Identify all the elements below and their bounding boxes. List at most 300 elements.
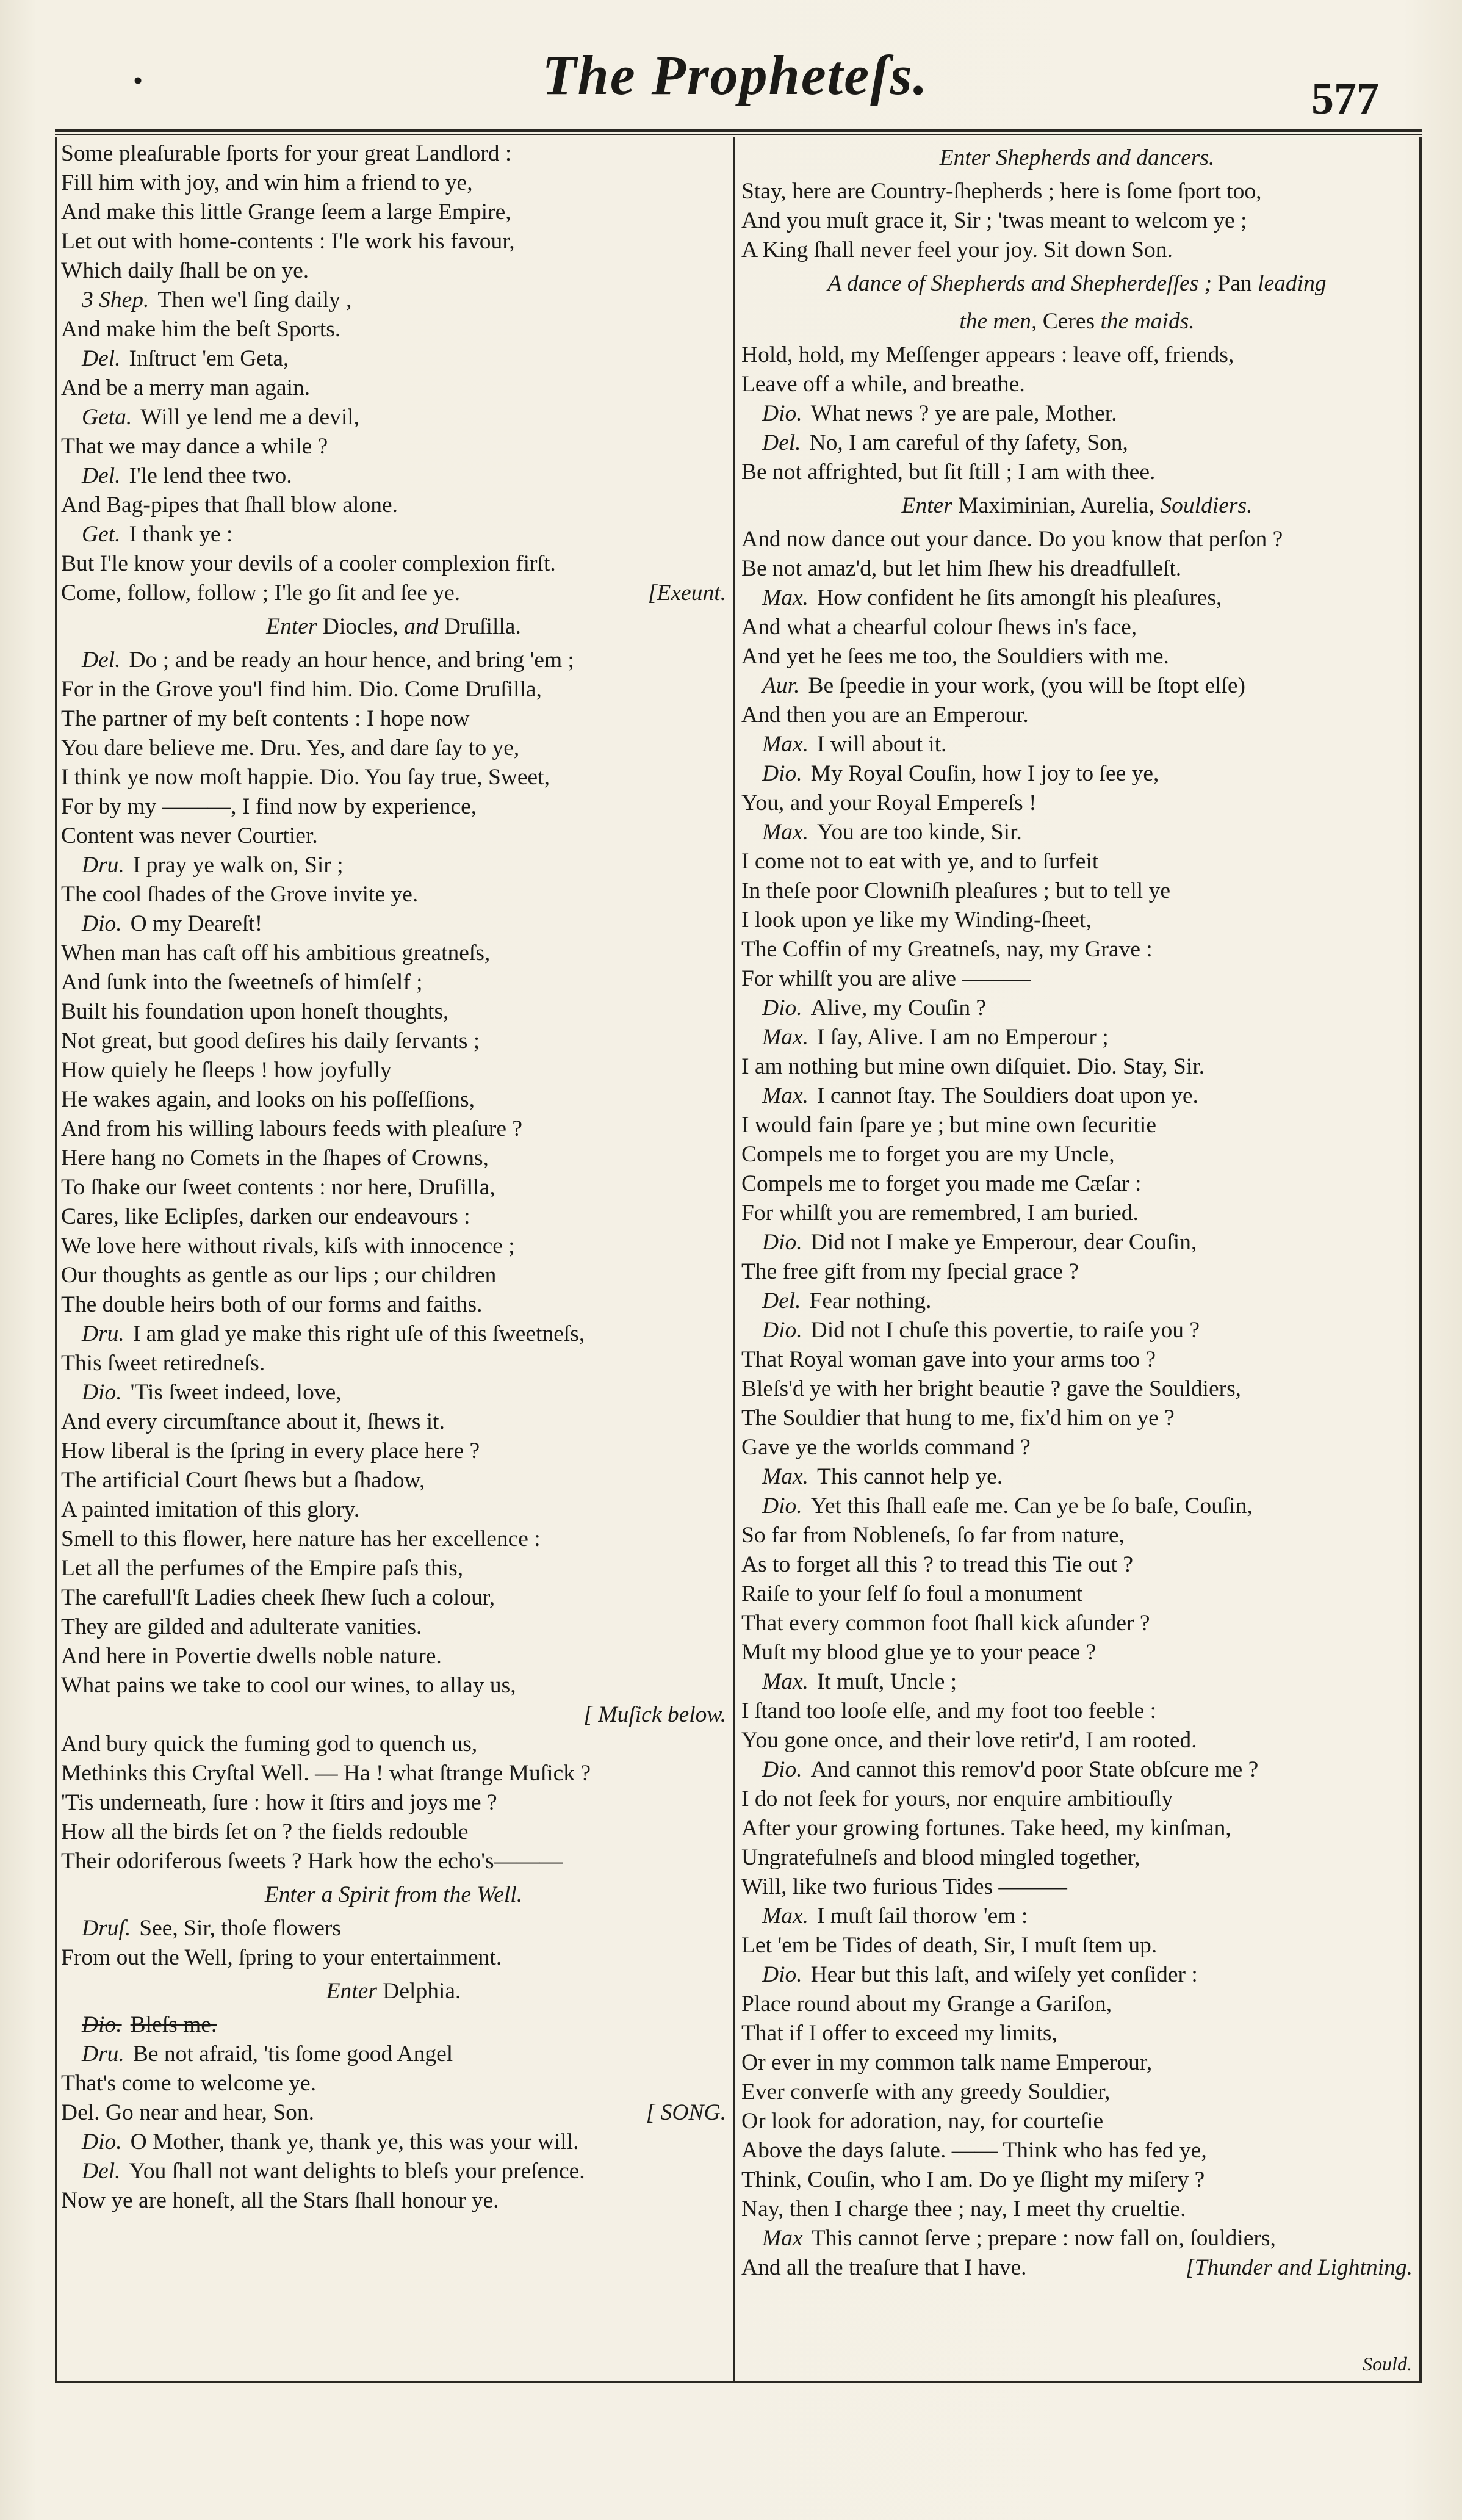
line-text: I cannot ſtay. The Souldiers doat upon ye.: [817, 1083, 1198, 1108]
line-text: And make this little Grange ſeem a large Empire,: [61, 200, 511, 225]
line-text: From out the Well, ſpring to your entertainment.: [61, 1945, 502, 1970]
speech-line: [61, 1320, 726, 1349]
direction-text: Enter: [901, 493, 959, 518]
verse-line: [741, 2078, 1413, 2107]
line-text: Be not afraid, 'tis ſome good Angel: [132, 2042, 453, 2067]
line-text: I muſt ſail thorow 'em :: [817, 1904, 1028, 1929]
speaker-name: Dio.: [762, 1318, 802, 1343]
direction-text: and: [398, 614, 444, 639]
speaker-name: Max.: [762, 1464, 809, 1489]
speech-line: [61, 909, 726, 939]
verse-line: [741, 1404, 1413, 1433]
direction-text: the men,: [959, 309, 1043, 334]
verse-line: [61, 1554, 726, 1583]
speaker-name: Dio.: [762, 1230, 802, 1255]
line-text: Inſtruct 'em Geta,: [129, 346, 289, 371]
direction-text: Enter: [326, 1979, 383, 2004]
line-text: To ſhake our ſweet contents : nor here, Druſilla,: [61, 1175, 495, 1200]
line-text: Let 'em be Tides of death, Sir, I muſt ſtem up.: [741, 1933, 1158, 1958]
line-text: You gone once, and their love retir'd, I am rooted.: [741, 1728, 1197, 1753]
verse-line: [741, 1521, 1413, 1550]
verse-line: [741, 906, 1413, 935]
line-text: Fill him with joy, and win him a friend to ye,: [61, 170, 473, 195]
speaker-name: Del.: [82, 648, 121, 673]
speaker-name: Dru.: [82, 853, 124, 878]
verse-line: [741, 2019, 1413, 2048]
verse-line: [741, 1726, 1413, 1755]
verse-line: [741, 876, 1413, 906]
verse-line: [61, 1173, 726, 1202]
line-text: It muſt, Uncle ;: [817, 1669, 957, 1694]
verse-line: [741, 341, 1413, 370]
verse-line: [61, 315, 726, 344]
line-text: Will ye lend me a devil,: [140, 405, 360, 430]
line-text: I think ye now moſt happie. Dio. You ſay true, Sweet,: [61, 765, 550, 790]
direction-text: Enter a Spirit from the Well.: [264, 1882, 523, 1907]
speech-line: [741, 1667, 1413, 1697]
verse-line: [61, 1495, 726, 1525]
speech-line: [741, 671, 1413, 701]
speaker-name: Dio.: [82, 911, 122, 936]
verse-line: [741, 935, 1413, 964]
verse-line: [741, 1785, 1413, 1814]
speech-line: [741, 759, 1413, 789]
line-text: And here in Povertie dwells noble nature.: [61, 1644, 442, 1669]
direction-text: Enter: [266, 614, 323, 639]
speech-line: [741, 428, 1413, 458]
verse-line: [741, 1257, 1413, 1287]
verse-line: [61, 1027, 726, 1056]
verse-line-with-direction: [61, 579, 726, 608]
line-text: Content was never Courtier.: [61, 823, 318, 848]
line-text: Be not affrighted, but ſit ſtill ; I am with thee.: [741, 460, 1156, 485]
line-text: What news ? ye are pale, Mother.: [810, 401, 1117, 426]
line-text: Bleſs me.: [130, 2012, 217, 2037]
stage-direction: [741, 139, 1413, 177]
line-text: The double heirs both of our forms and faiths.: [61, 1292, 483, 1317]
line-text: That's come to welcome ye.: [61, 2071, 317, 2096]
verse-line: [741, 1345, 1413, 1374]
verse-line: [741, 1872, 1413, 1902]
verse-line: [61, 1943, 726, 1973]
line-text: That if I offer to exceed my limits,: [741, 2021, 1057, 2046]
verse-line: [741, 1052, 1413, 1081]
verse-line: [741, 847, 1413, 876]
speech-line: [741, 1462, 1413, 1492]
speaker-name: Dio.: [762, 1757, 802, 1782]
verse-line: [61, 1847, 726, 1876]
line-text: How all the birds ſet on ? the fields redouble: [61, 1819, 469, 1844]
line-text: O Mother, thank ye, thank ye, this was your will.: [130, 2129, 579, 2154]
line-text: As to forget all this ? to tread this Tie out ?: [741, 1552, 1133, 1577]
speaker-name: Max.: [762, 1083, 809, 1108]
speaker-name: Dio.: [762, 761, 802, 786]
stage-direction-right: [Exeunt.: [647, 580, 726, 605]
verse-line: [61, 997, 726, 1027]
stage-direction: [61, 608, 726, 646]
speaker-name: Dio.: [82, 2012, 122, 2037]
verse-line: [61, 1788, 726, 1818]
speech-line: [61, 403, 726, 432]
line-text: After your growing fortunes. Take heed, my kinſman,: [741, 1816, 1231, 1841]
speaker-name: Aur.: [762, 673, 800, 698]
verse-line: [61, 734, 726, 763]
verse-line: [741, 177, 1413, 206]
verse-line: [61, 1525, 726, 1554]
line-text: For whilſt you are remembred, I am buried.: [741, 1200, 1139, 1226]
verse-line: [61, 1349, 726, 1378]
speaker-name: Del.: [82, 2159, 121, 2184]
verse-line: [741, 2136, 1413, 2165]
stage-direction-right: [Thunder and Lightning.: [1186, 2255, 1413, 2280]
verse-line: [61, 139, 726, 168]
speaker-name: Dru.: [82, 2042, 124, 2067]
line-text: 'Tis ſweet indeed, love,: [130, 1380, 342, 1405]
line-text: And make him the beſt Sports.: [61, 317, 341, 342]
speech-line: [61, 2010, 726, 2040]
verse-line: [61, 1642, 726, 1671]
line-text: This cannot help ye.: [817, 1464, 1003, 1489]
verse-line: [741, 1111, 1413, 1140]
speaker-name: Druſ.: [82, 1916, 131, 1941]
line-text: Did not I make ye Emperour, dear Couſin,: [810, 1230, 1197, 1255]
verse-line: [741, 1374, 1413, 1404]
verse-line: [61, 256, 726, 286]
verse-line: [61, 968, 726, 997]
line-text: Did not I chuſe this povertie, to raiſe you ?: [810, 1318, 1200, 1343]
running-title: The Propheteſs.: [542, 44, 929, 106]
line-text: For whilſt you are alive ———: [741, 966, 1031, 991]
line-text: I look upon ye like my Winding-ſheet,: [741, 908, 1092, 933]
line-text: And Bag-pipes that ſhall blow alone.: [61, 493, 398, 518]
line-text: You ſhall not want delights to bleſs your preſence.: [129, 2159, 585, 2184]
verse-line: [741, 206, 1413, 236]
line-text: Leave off a while, and breathe.: [741, 372, 1025, 397]
direction-text: Enter Shepherds and dancers.: [939, 145, 1215, 170]
line-text: He wakes again, and looks on his poſſeſſions,: [61, 1087, 475, 1112]
verse-line: [741, 1638, 1413, 1667]
verse-line: [741, 2195, 1413, 2224]
verse-line: [61, 1671, 726, 1700]
speech-line: [741, 1492, 1413, 1521]
line-text: You dare believe me. Dru. Yes, and dare ſay to ye,: [61, 735, 520, 760]
direction-text: the maids.: [1095, 309, 1195, 334]
verse-line: [741, 642, 1413, 671]
line-text: Here hang no Comets in the ſhapes of Crowns,: [61, 1146, 489, 1171]
speech-line: [61, 1914, 726, 1943]
character-name: Maximinian, Aurelia,: [958, 493, 1155, 518]
line-text: The cool ſhades of the Grove invite ye.: [61, 882, 419, 907]
line-text: Which daily ſhall be on ye.: [61, 258, 309, 283]
speaker-name: Del.: [82, 463, 121, 488]
direction-text: A dance of Shepherds and Shepherdeſſes ;: [827, 271, 1218, 296]
line-text: What pains we take to cool our wines, to allay us,: [61, 1673, 516, 1698]
character-name: Diocles,: [322, 614, 398, 639]
verse-line: [61, 198, 726, 227]
line-text: I am nothing but mine own diſquiet. Dio. Stay, Sir.: [741, 1054, 1205, 1079]
character-name: Ceres: [1042, 309, 1095, 334]
header-rule: [55, 129, 1422, 132]
verse-line: [741, 964, 1413, 994]
line-text: A King ſhall never feel your joy. Sit down Son.: [741, 237, 1173, 262]
verse-line: [741, 2048, 1413, 2078]
direction-text: Souldiers.: [1154, 493, 1253, 518]
speech-line: [741, 583, 1413, 613]
speaker-name: Del.: [762, 430, 801, 455]
verse-line: [61, 1612, 726, 1642]
speaker-name: Max.: [762, 820, 809, 845]
speech-line: [741, 1316, 1413, 1345]
character-name: Druſilla.: [444, 614, 521, 639]
line-text: Nay, then I charge thee ; nay, I meet thy crueltie.: [741, 2197, 1186, 2222]
verse-line: [61, 1085, 726, 1114]
line-text: For in the Grove you'l find him. Dio. Come Druſilla,: [61, 677, 542, 702]
stage-direction-right: [ Muſick below.: [583, 1702, 726, 1727]
speaker-name: Geta.: [82, 405, 132, 430]
line-text: Or look for adoration, nay, for courteſie: [741, 2109, 1104, 2134]
line-text: How quiely he ſleeps ! how joyfully: [61, 1058, 392, 1083]
header-rule-thin: [55, 134, 1422, 135]
verse-line: [61, 549, 726, 579]
verse-line: [61, 821, 726, 851]
line-text: I come not to eat with ye, and to ſurfeit: [741, 849, 1099, 874]
verse-line: [61, 675, 726, 704]
verse-line: [61, 2069, 726, 2098]
line-text: Yet this ſhall eaſe me. Can ye be ſo baſe, Couſin,: [810, 1493, 1253, 1518]
line-text: I am glad ye make this right uſe of this ſweetneſs,: [132, 1321, 585, 1346]
line-text: And what a chearful colour ſhews in's face,: [741, 615, 1137, 640]
verse-line: [741, 1697, 1413, 1726]
line-text: Above the days ſalute. —— Think who has fed ye,: [741, 2138, 1207, 2163]
line-text: Smell to this flower, here nature has her excellence :: [61, 1526, 541, 1551]
stage-direction: [61, 1973, 726, 2010]
line-text: And be a merry man again.: [61, 375, 311, 400]
right-column: [741, 139, 1413, 2283]
verse-line: [61, 1818, 726, 1847]
line-text: Alive, my Couſin ?: [810, 995, 987, 1020]
line-text: They are gilded and adulterate vanities.: [61, 1614, 422, 1639]
line-text: Now ye are honeſt, all the Stars ſhall honour ye.: [61, 2188, 499, 2213]
line-text: For by my ———, I find now by experience,: [61, 794, 477, 819]
speaker-name: Del.: [762, 1288, 801, 1313]
speech-line: [61, 520, 726, 549]
character-name: Pan: [1217, 271, 1252, 296]
column-divider: [733, 137, 735, 2383]
verse-line: [61, 1759, 726, 1788]
verse-line-with-direction: [61, 1700, 726, 1730]
line-text: Let all the perfumes of the Empire paſs this,: [61, 1556, 464, 1581]
line-text: Cares, like Eclipſes, darken our endeavours :: [61, 1204, 470, 1229]
speech-line: [741, 399, 1413, 428]
stage-direction: [61, 1876, 726, 1914]
line-text: When man has caſt off his ambitious greatneſs,: [61, 940, 491, 966]
line-text: Some pleaſurable ſports for your great Landlord :: [61, 141, 512, 166]
verse-line: [61, 1730, 726, 1759]
line-text: I'le lend thee two.: [129, 463, 292, 488]
verse-line: [61, 1114, 726, 1144]
line-text: No, I am careful of thy ſafety, Son,: [809, 430, 1128, 455]
verse-line: [61, 880, 726, 909]
verse-line-with-direction: [741, 2253, 1413, 2283]
line-text: The Coffin of my Greatneſs, nay, my Grave :: [741, 937, 1153, 962]
line-text: This ſweet retiredneſs.: [61, 1351, 265, 1376]
line-text: Be ſpeedie in your work, (you will be ſtopt elſe): [808, 673, 1245, 698]
line-text: Hold, hold, my Meſſenger appears : leave off, friends,: [741, 342, 1234, 367]
line-text: Fear nothing.: [809, 1288, 932, 1313]
line-text: 'Tis underneath, ſure : how it ſtirs and joys me ?: [61, 1790, 497, 1815]
verse-line: [741, 370, 1413, 399]
left-column: [61, 139, 726, 2215]
speaker-name: Max: [762, 2226, 803, 2251]
line-text: I pray ye walk on, Sir ;: [132, 853, 344, 878]
line-text: Their odoriferous ſweets ? Hark how the echo's———: [61, 1849, 563, 1874]
line-text: That Royal woman gave into your arms too ?: [741, 1347, 1156, 1372]
line-text: Think, Couſin, who I am. Do ye ſlight my miſery ?: [741, 2167, 1205, 2192]
verse-line: [741, 458, 1413, 487]
line-text: And all the treaſure that I have.: [741, 2255, 1027, 2280]
line-text: Bleſs'd ye with her bright beautie ? gave the Souldiers,: [741, 1376, 1242, 1401]
line-text: I ſtand too looſe elſe, and my foot too feeble :: [741, 1699, 1157, 1724]
speech-line: [61, 851, 726, 880]
verse-line: [741, 1580, 1413, 1609]
page-header: [55, 37, 1416, 128]
verse-line: [61, 1261, 726, 1290]
line-text: Raiſe to your ſelf ſo foul a monument: [741, 1581, 1083, 1606]
line-text: Hear but this laſt, and wiſely yet conſider :: [810, 1962, 1198, 1987]
verse-line: [741, 2107, 1413, 2136]
line-text: And ſunk into the ſweetneſs of himſelf ;: [61, 970, 423, 995]
line-text: Then we'l ſing daily ,: [157, 287, 352, 312]
speech-line: [61, 2157, 726, 2186]
verse-line: [61, 1407, 726, 1437]
line-text: And from his willing labours feeds with pleaſure ?: [61, 1116, 523, 1141]
verse-line: [741, 613, 1413, 642]
verse-line: [741, 1931, 1413, 1960]
line-text: And bury quick the fuming god to quench us,: [61, 1731, 478, 1756]
line-text: Compels me to forget you are my Uncle,: [741, 1142, 1115, 1167]
speech-line: [741, 994, 1413, 1023]
verse-line: [741, 1990, 1413, 2019]
line-text: Del. Go near and hear, Son.: [61, 2100, 315, 2125]
line-text: And yet he ſees me too, the Souldiers with me.: [741, 644, 1169, 669]
speech-line: [61, 461, 726, 491]
verse-line: [61, 168, 726, 198]
line-text: Gave ye the worlds command ?: [741, 1435, 1031, 1460]
verse-line: [741, 701, 1413, 730]
line-text: And then you are an Emperour.: [741, 702, 1029, 727]
verse-line: [741, 1433, 1413, 1462]
speech-line: [61, 2040, 726, 2069]
speaker-name: 3 Shep.: [82, 287, 149, 312]
line-text: We love here without rivals, kiſs with innocence ;: [61, 1233, 515, 1258]
verse-line: [61, 939, 726, 968]
speech-line: [61, 2128, 726, 2157]
speech-line: [61, 344, 726, 374]
line-text: The partner of my beſt contents : I hope now: [61, 706, 470, 731]
line-text: How confident he ſits amongſt his pleaſures,: [817, 585, 1222, 610]
speaker-name: Dio.: [82, 1380, 122, 1405]
speech-line: [741, 1960, 1413, 1990]
line-text: The artificial Court ſhews but a ſhadow,: [61, 1468, 425, 1493]
line-text: And you muſt grace it, Sir ; 'twas meant to welcom ye ;: [741, 208, 1247, 233]
line-text: Ungratefulneſs and blood mingled together,: [741, 1845, 1140, 1870]
line-text: Our thoughts as gentle as our lips ; our children: [61, 1263, 497, 1288]
speaker-name: Max.: [762, 732, 809, 757]
speaker-name: Dio.: [762, 401, 802, 426]
line-text: And every circumſtance about it, ſhews it.: [61, 1409, 445, 1434]
line-text: I will about it.: [817, 732, 947, 757]
speech-line: [741, 1023, 1413, 1052]
verse-line: [741, 2165, 1413, 2195]
speech-line: [741, 2224, 1413, 2253]
verse-line: [61, 1583, 726, 1612]
verse-line: [741, 1140, 1413, 1169]
verse-line: [61, 704, 726, 734]
verse-line: [61, 1202, 726, 1232]
speaker-name: Max.: [762, 585, 809, 610]
line-text: Compels me to forget you made me Cæſar :: [741, 1171, 1142, 1196]
stage-direction: [741, 303, 1413, 341]
speaker-name: Max.: [762, 1904, 809, 1929]
speech-line: [741, 1902, 1413, 1931]
line-text: The free gift from my ſpecial grace ?: [741, 1259, 1079, 1284]
line-text: The Souldier that hung to me, fix'd him on ye ?: [741, 1406, 1175, 1431]
speech-line: [741, 1755, 1413, 1785]
verse-line: [741, 1843, 1413, 1872]
line-text: Be not amaz'd, but let him ſhew his dreadfulleſt.: [741, 556, 1182, 581]
stage-direction: [741, 487, 1413, 525]
verse-line: [741, 525, 1413, 554]
verse-line: [741, 1814, 1413, 1843]
line-text: Or ever in my common talk name Emperour,: [741, 2050, 1153, 2075]
line-text: And now dance out your dance. Do you know that perſon ?: [741, 527, 1283, 552]
line-text: Methinks this Cryſtal Well. — Ha ! what ſtrange Muſick ?: [61, 1761, 591, 1786]
line-text: Do ; and be ready an hour hence, and bring 'em ;: [129, 648, 574, 673]
speech-line: [741, 818, 1413, 847]
line-text: So far from Nobleneſs, ſo far from nature,: [741, 1523, 1125, 1548]
line-text: A painted imitation of this glory.: [61, 1497, 360, 1522]
line-text: My Royal Couſin, how I joy to ſee ye,: [810, 761, 1159, 786]
speech-line: [61, 286, 726, 315]
line-text: The carefull'ſt Ladies cheek ſhew ſuch a colour,: [61, 1585, 495, 1610]
verse-line: [741, 1199, 1413, 1228]
direction-text: leading: [1251, 271, 1327, 296]
verse-line: [61, 227, 726, 256]
speaker-name: Dio.: [762, 995, 802, 1020]
line-text: See, Sir, thoſe flowers: [139, 1916, 341, 1941]
verse-line: [61, 2186, 726, 2215]
line-text: Let out with home-contents : I'le work his favour,: [61, 229, 515, 254]
speaker-name: Max.: [762, 1025, 809, 1050]
speaker-name: Dio.: [762, 1962, 802, 1987]
stage-direction: [741, 265, 1413, 303]
line-text: And cannot this remov'd poor State obſcure me ?: [810, 1757, 1259, 1782]
line-text: Place round about my Grange a Gariſon,: [741, 1991, 1112, 2016]
verse-line: [61, 1144, 726, 1173]
verse-line: [61, 491, 726, 520]
verse-line: [741, 554, 1413, 583]
verse-line: [741, 1609, 1413, 1638]
line-text: I thank ye :: [129, 522, 233, 547]
speaker-name: Get.: [82, 522, 121, 547]
line-text: O my Deareſt!: [130, 911, 263, 936]
stage-direction-right: [ SONG.: [646, 2100, 726, 2125]
verse-line: [741, 1169, 1413, 1199]
line-text: In theſe poor Clowniſh pleaſures ; but to tell ye: [741, 878, 1170, 903]
line-text: Will, like two furious Tides ———: [741, 1874, 1067, 1899]
speech-line: [741, 730, 1413, 759]
line-text: But I'le know your devils of a cooler complexion firſt.: [61, 551, 556, 576]
